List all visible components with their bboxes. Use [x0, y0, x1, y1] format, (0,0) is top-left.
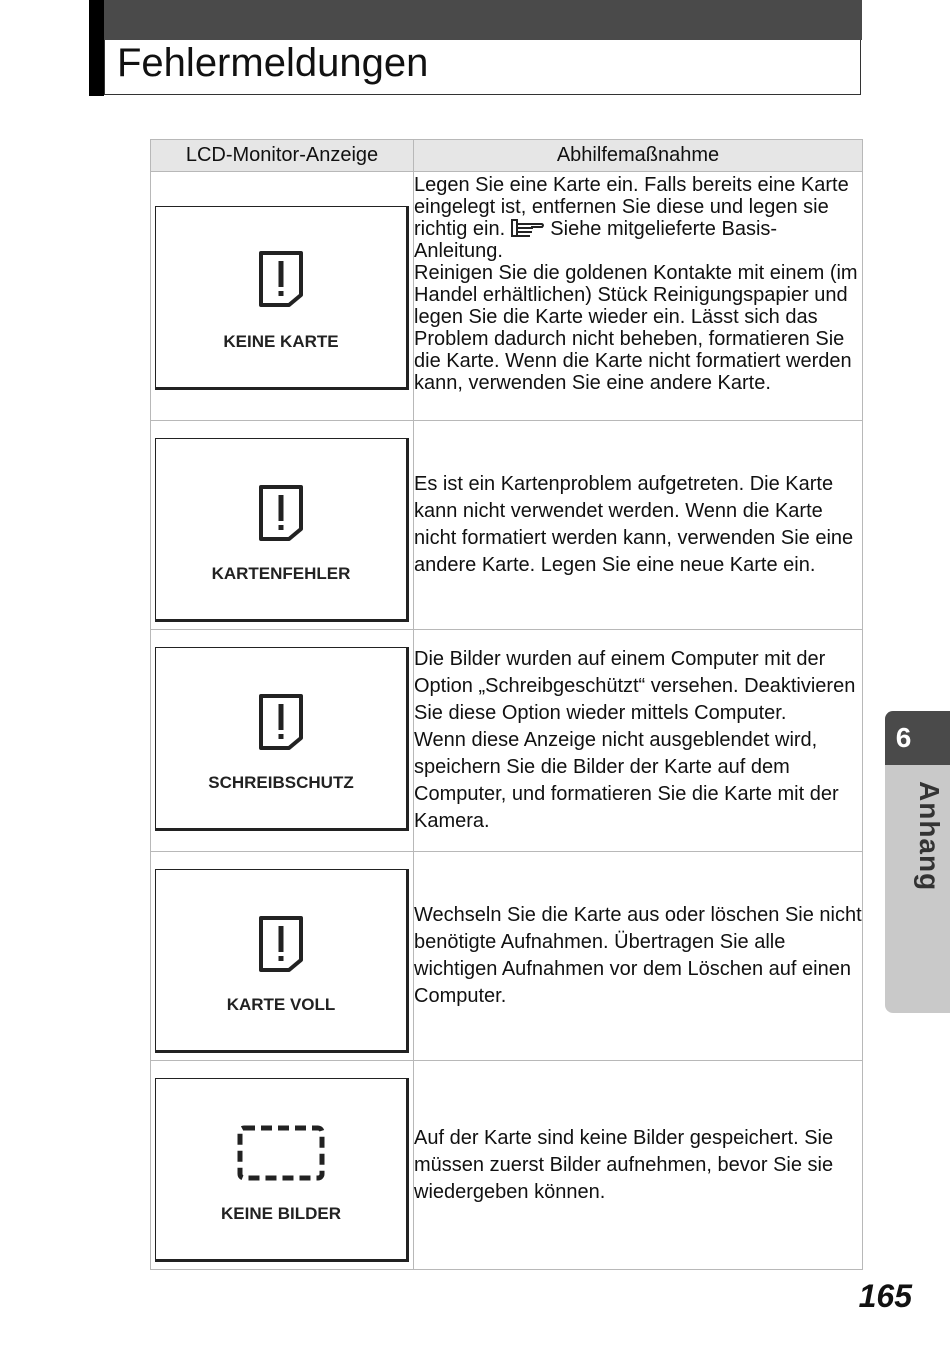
display-cell [151, 1061, 414, 1270]
lcd-screen [155, 869, 409, 1053]
remedy-cell [414, 630, 863, 852]
card-warning-icon [259, 251, 303, 307]
header-stripe [89, 0, 104, 96]
card-warning-icon [259, 916, 303, 972]
display-cell [151, 852, 414, 1061]
chapter-tab [885, 711, 950, 1013]
remedy-text: Siehe mitgelieferte Basis-Anleitung. [414, 218, 778, 262]
remedy-cell [414, 421, 863, 630]
remedy-cell [414, 1061, 863, 1270]
chapter-label: Anhang [914, 781, 945, 892]
lcd-screen [155, 438, 409, 622]
remedy-text: Reinigen Sie die goldenen Kontakte mit einem (im Handel erhältlichen) Stück Reinigungspapier und legen Sie die Karte wieder ein. Lässt sich das Problem dadurch nicht beheben, formatieren Sie die Karte. Wenn die Karte nicht formatiert werden kann, verwenden Sie eine andere Karte. [414, 262, 858, 394]
display-cell [151, 421, 414, 630]
table-row [151, 852, 863, 1061]
table-row [151, 421, 863, 630]
page-title: Fehlermeldungen [117, 41, 429, 85]
lcd-screen [155, 206, 409, 390]
display-cell [151, 172, 414, 421]
screen-label: KEINE BILDER [221, 1204, 341, 1223]
pointing-hand-reference-icon [511, 219, 545, 237]
screen-label: KEINE KARTE [223, 332, 339, 351]
table-row [151, 630, 863, 852]
table-row [151, 172, 863, 421]
header-box [104, 40, 861, 95]
card-warning-icon [259, 694, 303, 750]
screen-label: KARTENFEHLER [211, 564, 351, 583]
header-bar [104, 0, 862, 40]
remedy-text: Auf der Karte sind keine Bilder gespeichert. Sie müssen zuerst Bilder aufnehmen, bevor Sie sie wiedergeben können. [414, 1126, 834, 1203]
remedy-cell [414, 852, 863, 1061]
lcd-screen [155, 647, 409, 831]
screen-label: SCHREIBSCHUTZ [208, 773, 354, 792]
remedy-text: Wechseln Sie die Karte aus oder löschen Sie nicht benötigte Aufnahmen. Übertragen Sie alle wichtigen Aufnahmen vor dem Löschen auf einen Computer. [414, 904, 862, 1007]
remedy-text: Legen Sie eine Karte ein. Falls bereits eine Karte eingelegt ist, entfernen Sie diese und legen sie richtig ein. [414, 174, 849, 240]
chapter-number: 6 [885, 711, 950, 765]
column-header-remedy: Abhilfemaßnahme [414, 140, 863, 172]
remedy-cell [414, 172, 863, 421]
error-messages-table [150, 139, 863, 1270]
remedy-text: Wenn diese Anzeige nicht ausgeblendet wird, speichern Sie die Bilder der Karte auf dem Computer, und formatieren Sie die Karte mit der Kamera. [414, 729, 839, 832]
remedy-text: Es ist ein Kartenproblem aufgetreten. Die Karte kann nicht verwendet werden. Wenn die Karte nicht formatiert werden kann, verwenden Sie eine andere Karte. Legen Sie eine neue Karte ein. [414, 473, 854, 576]
display-cell [151, 630, 414, 852]
lcd-screen [155, 1078, 409, 1262]
screen-label: KARTE VOLL [226, 995, 336, 1014]
remedy-text: Die Bilder wurden auf einem Computer mit der Option „Schreibgeschützt“ versehen. Deaktivieren Sie diese Option wieder mittels Computer. [414, 648, 856, 724]
page-number: 165 [858, 1278, 912, 1314]
table-header-row [151, 140, 863, 172]
table-row [151, 1061, 863, 1270]
card-warning-icon [259, 485, 303, 541]
column-header-display: LCD-Monitor-Anzeige [151, 140, 414, 172]
no-image-frame-icon [237, 1125, 325, 1181]
